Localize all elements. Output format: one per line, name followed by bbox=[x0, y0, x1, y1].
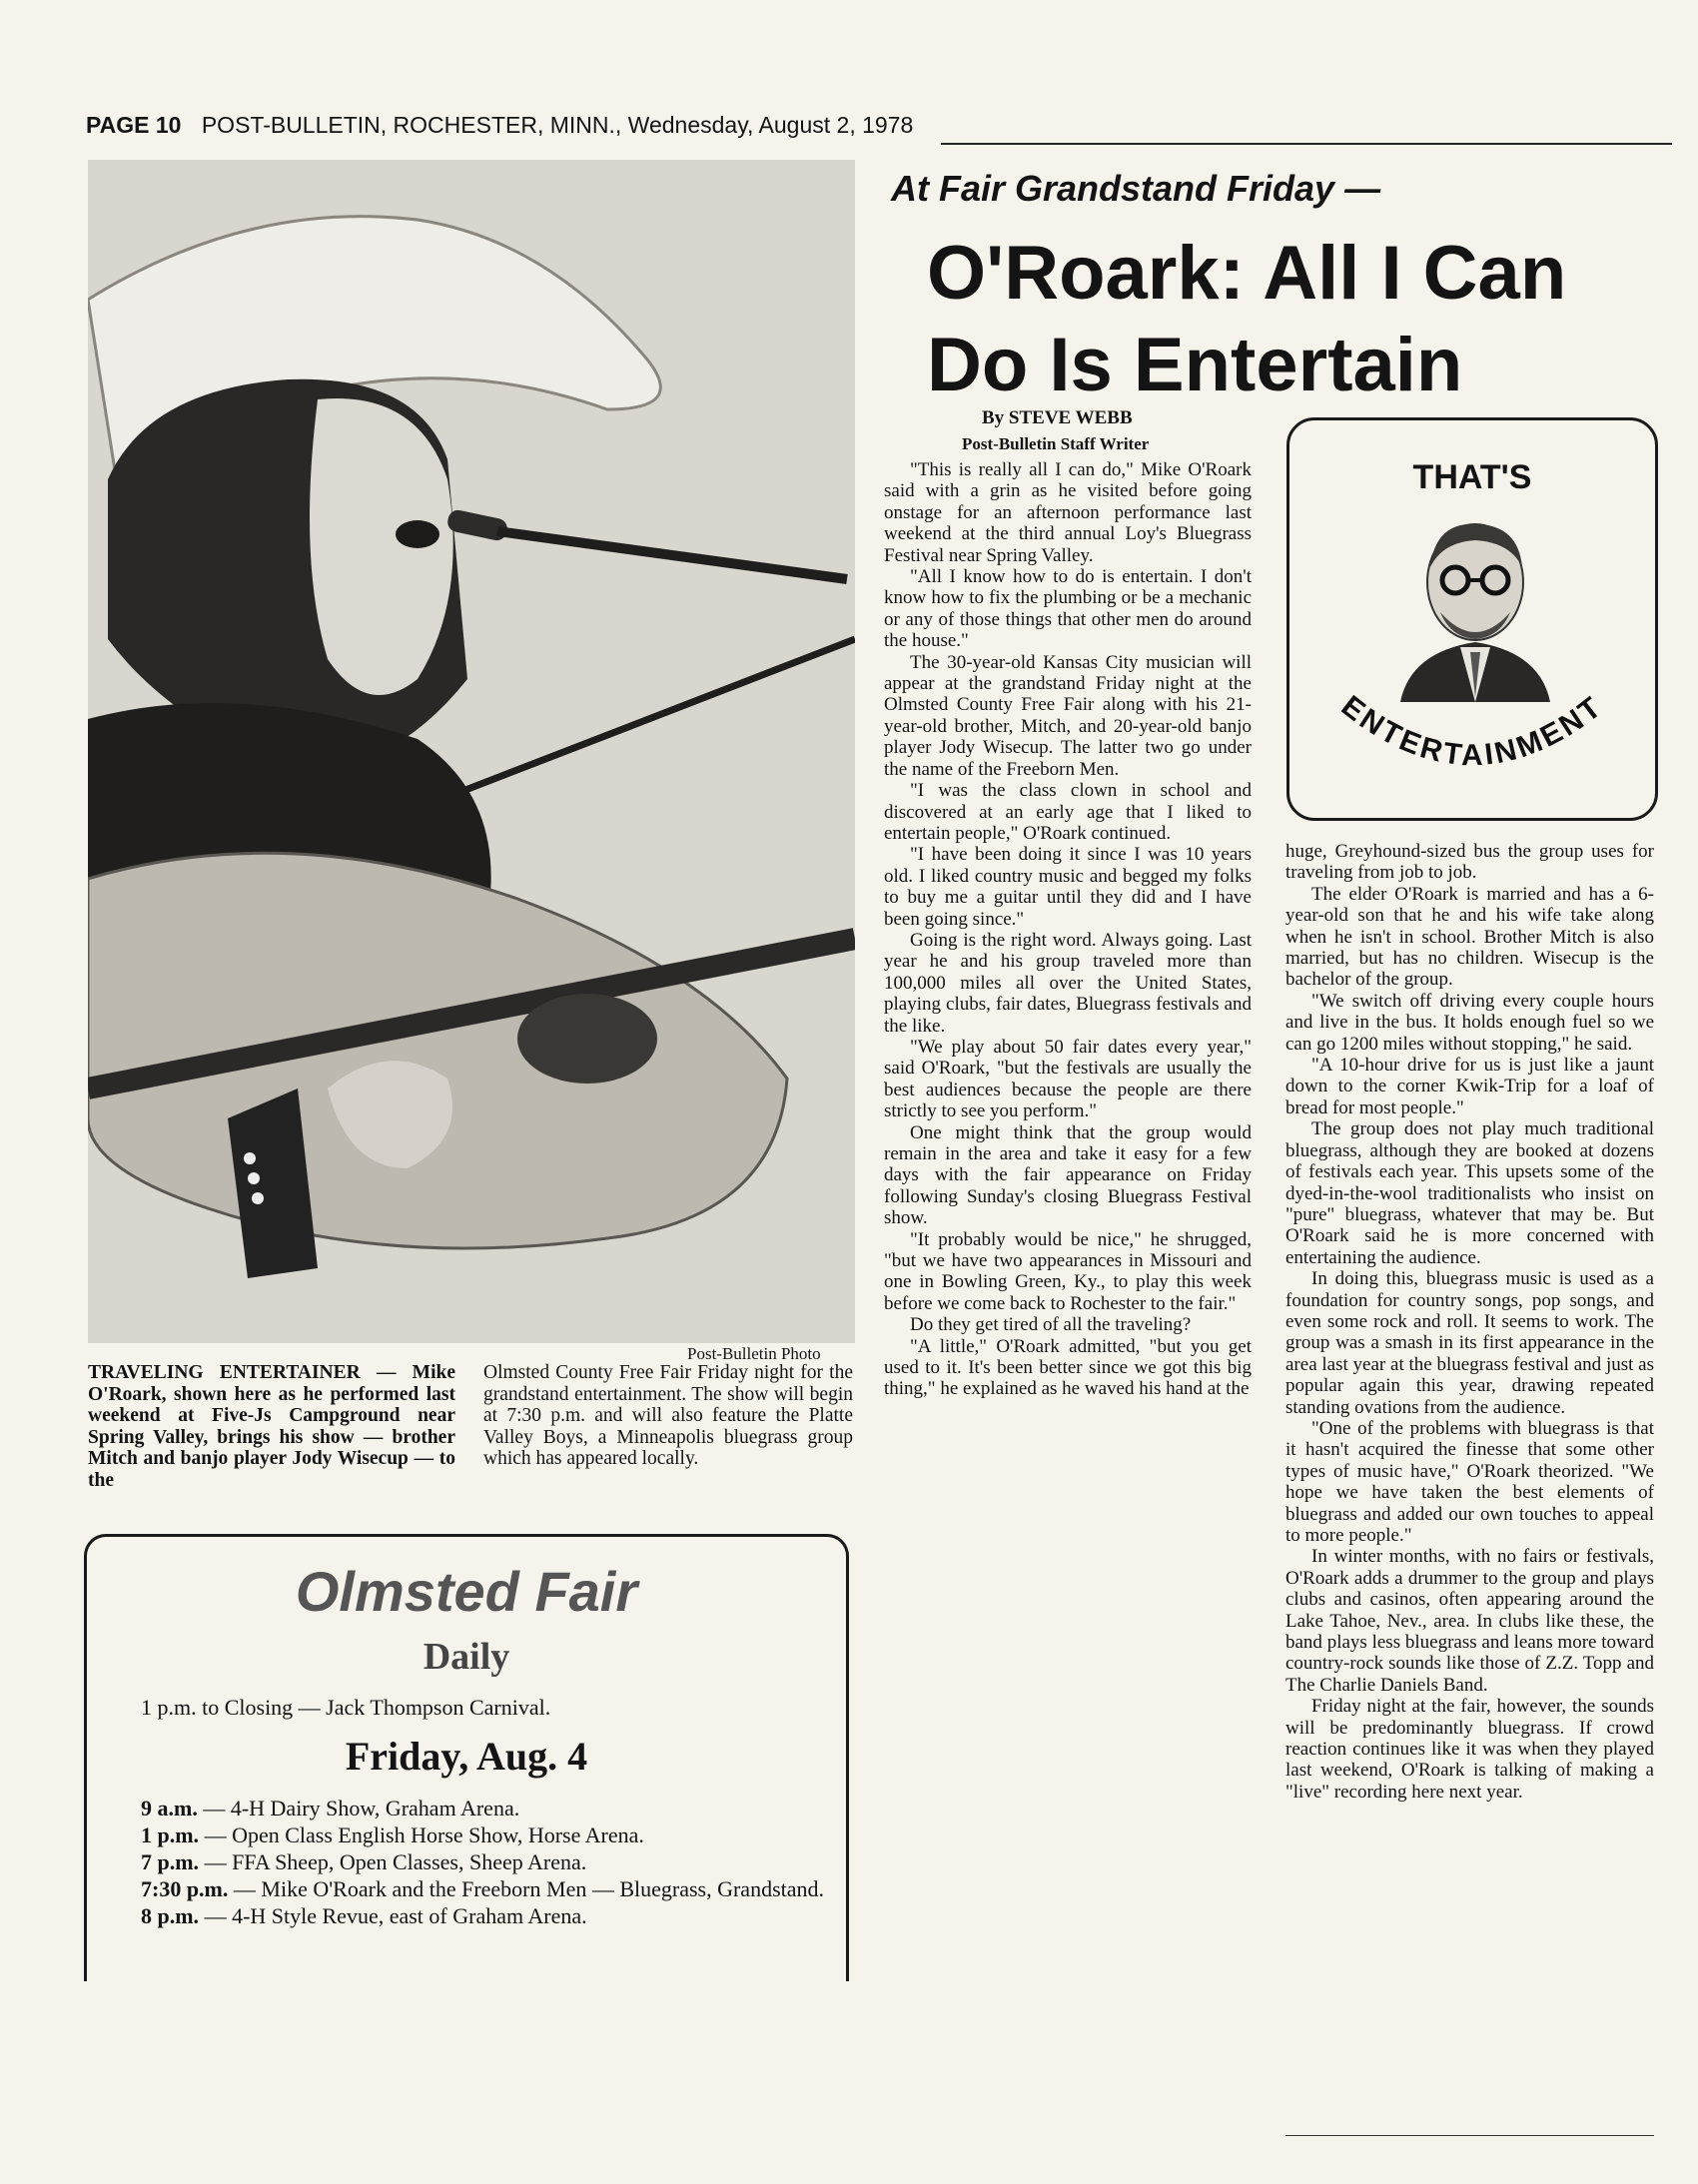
performer-photo-illustration bbox=[88, 160, 855, 1343]
logo-arc-word: ENTERTAINMENT bbox=[1334, 689, 1610, 773]
article-end-rule bbox=[1285, 2135, 1654, 2136]
performer-photo bbox=[88, 160, 855, 1343]
paragraph: The 30-year-old Kansas City musician will appear at the grandstand Friday night at the Olmsted County Free Fair along with his 21-year-old brother, Mitch, and 20-year-old banjo player Jody Wisecup. The latter two go under the name of the Freeborn Men. bbox=[884, 651, 1252, 780]
paragraph: Friday night at the fair, however, the sounds will be predominantly bluegrass. If crowd reaction continues like it was when they played last weekend, O'Roark is talking of making a "live" recording here next year. bbox=[1285, 1696, 1654, 1803]
page-number: PAGE 10 bbox=[86, 112, 182, 138]
article-column-1 bbox=[884, 459, 1252, 1400]
paragraph: The elder O'Roark is married and has a 6-year-old son that he and his wife take along when he isn't in school. Brother Mitch is also married, but has no children. Wisecup is the bachelor of the group. bbox=[1285, 883, 1654, 991]
thats-entertainment-logo bbox=[1286, 417, 1658, 821]
logo-arc-text bbox=[1289, 640, 1655, 810]
paragraph: In doing this, bluegrass music is used as a foundation for country songs, pop songs, and even some rock and roll. It seems to work. The group was a smash in its first appearance in the area last year at the bluegrass festival and just as popular again this year, drawing repeated standing ovations from the audience. bbox=[1285, 1268, 1654, 1418]
paragraph: "This is really all I can do," Mike O'Roark said with a grin as he visited before going onstage for an afternoon performance last weekend at the third annual Loy's Bluegrass Festival near Spring Valley. bbox=[884, 459, 1252, 566]
paragraph: One might think that the group would remain in the area and take it easy for a few days with the fair appearance on Friday following Sunday's closing Bluegrass Festival show. bbox=[884, 1121, 1252, 1229]
article-headline: O'Roark: All I Can Do Is Entertain bbox=[927, 231, 1567, 407]
paragraph: "A 10-hour drive for us is just like a jaunt down to the corner Kwik-Trip for a loaf of bread for most people." bbox=[1285, 1055, 1654, 1118]
paragraph: "A little," O'Roark admitted, "but you get used to it. It's been better since we got this big thing," he explained as he waved his hand at the bbox=[884, 1335, 1252, 1400]
schedule-item bbox=[141, 1875, 840, 1902]
schedule-item bbox=[141, 1821, 840, 1848]
schedule-event: — Open Class English Horse Show, Horse Arena. bbox=[199, 1822, 644, 1847]
schedule-event: — FFA Sheep, Open Classes, Sheep Arena. bbox=[199, 1849, 587, 1874]
paper-dateline: POST-BULLETIN, ROCHESTER, MINN., Wednesday, August 2, 1978 bbox=[201, 112, 914, 138]
byline-title: Post-Bulletin Staff Writer bbox=[962, 434, 1150, 453]
logo-top-word: THAT'S bbox=[1412, 458, 1532, 496]
paragraph: The group does not play much traditional bluegrass, although they are booked at dozens of festivals each year. This upsets some of the dyed-in-the-wool traditionalists who insist on "pure" bluegrass, whatever that may be. But O'Roark said he is more concerned with entertaining the audience. bbox=[1285, 1118, 1654, 1268]
byline: By STEVE WEBB bbox=[982, 407, 1133, 428]
fair-subtitle: Daily bbox=[423, 1636, 510, 1678]
schedule-time: 1 p.m. bbox=[141, 1822, 200, 1847]
paragraph: "One of the problems with bluegrass is that it hasn't acquired the finesse that some other types of music have," O'Roark theorized. "We hope we have taken the best elements of bluegrass and added our own touches to appeal to more people." bbox=[1285, 1417, 1654, 1546]
paragraph: huge, Greyhound-sized bus the group uses for traveling from job to job. bbox=[1285, 841, 1654, 884]
fair-schedule-box bbox=[84, 1534, 849, 1981]
paragraph: "We switch off driving every couple hours and live in the bus. It holds enough fuel so we can go 1200 miles without stopping," he said. bbox=[1285, 990, 1654, 1055]
schedule-list bbox=[141, 1795, 840, 1929]
photo-caption-continued: Olmsted County Free Fair Friday night for the grandstand entertainment. The show will begin at 7:30 p.m. and will also feature the Platte Valley Boys, a Minneapolis bluegrass group which has appeared locally. bbox=[483, 1362, 853, 1469]
schedule-event: — 4-H Dairy Show, Graham Arena. bbox=[197, 1796, 520, 1820]
article-column-2 bbox=[1285, 841, 1654, 1803]
schedule-event: — 4-H Style Revue, east of Graham Arena. bbox=[199, 1903, 587, 1928]
paragraph: "I have been doing it since I was 10 years old. I liked country music and begged my folks to buy me a guitar until they did and I have been going since." bbox=[884, 844, 1252, 930]
photo-credit: Post-Bulletin Photo bbox=[687, 1344, 821, 1363]
header-rule bbox=[941, 143, 1672, 145]
schedule-time: 7 p.m. bbox=[141, 1849, 200, 1874]
paragraph: Going is the right word. Always going. Last year he and his group traveled more than 100,000 miles all over the United States, playing clubs, fair dates, Bluegrass festivals and the like. bbox=[884, 929, 1252, 1037]
fair-title: Olmsted Fair bbox=[295, 1560, 638, 1623]
schedule-time: 8 p.m. bbox=[141, 1903, 200, 1928]
paragraph: "We play about 50 fair dates every year," said O'Roark, "but the festivals are usually the best audiences because the people are there strictly to see you perform." bbox=[884, 1036, 1252, 1122]
schedule-item bbox=[141, 1795, 840, 1821]
schedule-event: — Mike O'Roark and the Freeborn Men — Bluegrass, Grandstand. bbox=[228, 1876, 825, 1901]
paragraph: In winter months, with no fairs or festivals, O'Roark adds a drummer to the group and plays clubs and casinos, often appearing around the Lake Tahoe, Nev., area. In clubs like these, the band plays less bluegrass and leans more toward country-rock sounds like those of Z.Z. Topp and The Charlie Daniels Band. bbox=[1285, 1546, 1654, 1696]
schedule-item bbox=[141, 1902, 840, 1929]
paragraph: "I was the class clown in school and discovered at an early age that I liked to entertain people," O'Roark continued. bbox=[884, 780, 1252, 844]
paragraph: "It probably would be nice," he shrugged, "but we have two appearances in Missouri and one in Bowling Green, Ky., to play this week before we come back to Rochester to the fair." bbox=[884, 1228, 1252, 1314]
paragraph: "All I know how to do is entertain. I don't know how to fix the plumbing or be a mechanic or any of those things that other men do around the house." bbox=[884, 566, 1252, 652]
schedule-time: 9 a.m. bbox=[141, 1796, 198, 1820]
paragraph: Do they get tired of all the traveling? bbox=[910, 1314, 1192, 1336]
friday-heading: Friday, Aug. 4 bbox=[345, 1734, 588, 1779]
article-kicker: At Fair Grandstand Friday — bbox=[891, 168, 1381, 209]
daily-carnival-line: 1 p.m. to Closing — Jack Thompson Carnival. bbox=[141, 1695, 551, 1720]
schedule-item bbox=[141, 1848, 840, 1875]
photo-caption-lead: TRAVELING ENTERTAINER — Mike O'Roark, shown here as he performed last weekend at Five-Js Campground near Spring Valley, brings his show — brother Mitch and banjo player Jody Wisecup — to the bbox=[88, 1362, 455, 1491]
schedule-time: 7:30 p.m. bbox=[141, 1876, 229, 1901]
